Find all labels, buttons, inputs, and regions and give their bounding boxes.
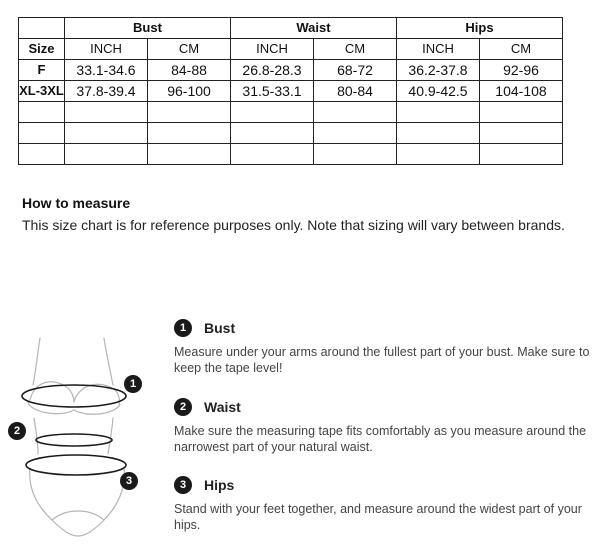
unit-cell: INCH: [231, 39, 314, 60]
reference-note: This size chart is for reference purposes only. Note that sizing will vary between brands.: [22, 217, 565, 233]
figure-marker-hips: 3: [120, 472, 138, 490]
value-cell: 37.8-39.4: [65, 81, 148, 102]
figure-marker-bust: 1: [124, 375, 142, 393]
value-cell: 80-84: [314, 81, 397, 102]
body-measure-figure: [0, 330, 160, 555]
waist-header: Waist: [231, 18, 397, 39]
step-description: Make sure the measuring tape fits comfortably as you measure around the narrowest part of your natural waist.: [174, 424, 587, 454]
step-hips: [174, 475, 594, 533]
unit-cell: CM: [148, 39, 231, 60]
value-cell: 96-100: [148, 81, 231, 102]
empty-table-row: [19, 123, 563, 144]
step-description: Measure under your arms around the fullest part of your bust. Make sure to keep the tape level!: [174, 345, 590, 375]
step-number-badge: 3: [174, 476, 192, 494]
step-description: Stand with your feet together, and measure around the widest part of your hips.: [174, 502, 582, 532]
value-cell: 92-96: [480, 60, 563, 81]
table-row: [19, 81, 563, 102]
step-label: Hips: [204, 477, 235, 493]
value-cell: 33.1-34.6: [65, 60, 148, 81]
value-cell: 26.8-28.3: [231, 60, 314, 81]
value-cell: 31.5-33.1: [231, 81, 314, 102]
table-row: [19, 60, 563, 81]
step-number-badge: 1: [174, 319, 192, 337]
figure-marker-waist: 2: [8, 422, 26, 440]
value-cell: 84-88: [148, 60, 231, 81]
units-row: [19, 39, 563, 60]
bust-header: Bust: [65, 18, 231, 39]
step-number-badge: 2: [174, 398, 192, 416]
how-to-measure-title: How to measure: [22, 195, 131, 211]
value-cell: 36.2-37.8: [397, 60, 480, 81]
empty-table-row: [19, 102, 563, 123]
value-cell: 40.9-42.5: [397, 81, 480, 102]
value-cell: 68-72: [314, 60, 397, 81]
step-label: Bust: [204, 320, 236, 336]
size-cell: F: [19, 60, 65, 81]
step-waist: [174, 397, 594, 455]
unit-cell: CM: [314, 39, 397, 60]
value-cell: 104-108: [480, 81, 563, 102]
unit-cell: INCH: [397, 39, 480, 60]
size-chart-table: [18, 17, 563, 165]
hips-header: Hips: [397, 18, 563, 39]
size-cell: XL-3XL: [19, 81, 65, 102]
unit-cell: INCH: [65, 39, 148, 60]
step-label: Waist: [204, 399, 241, 415]
empty-table-row: [19, 144, 563, 165]
table-header-row: [19, 18, 563, 39]
step-bust: [174, 318, 594, 376]
size-header: Size: [19, 39, 65, 60]
unit-cell: CM: [480, 39, 563, 60]
empty-corner-cell: [19, 18, 65, 39]
